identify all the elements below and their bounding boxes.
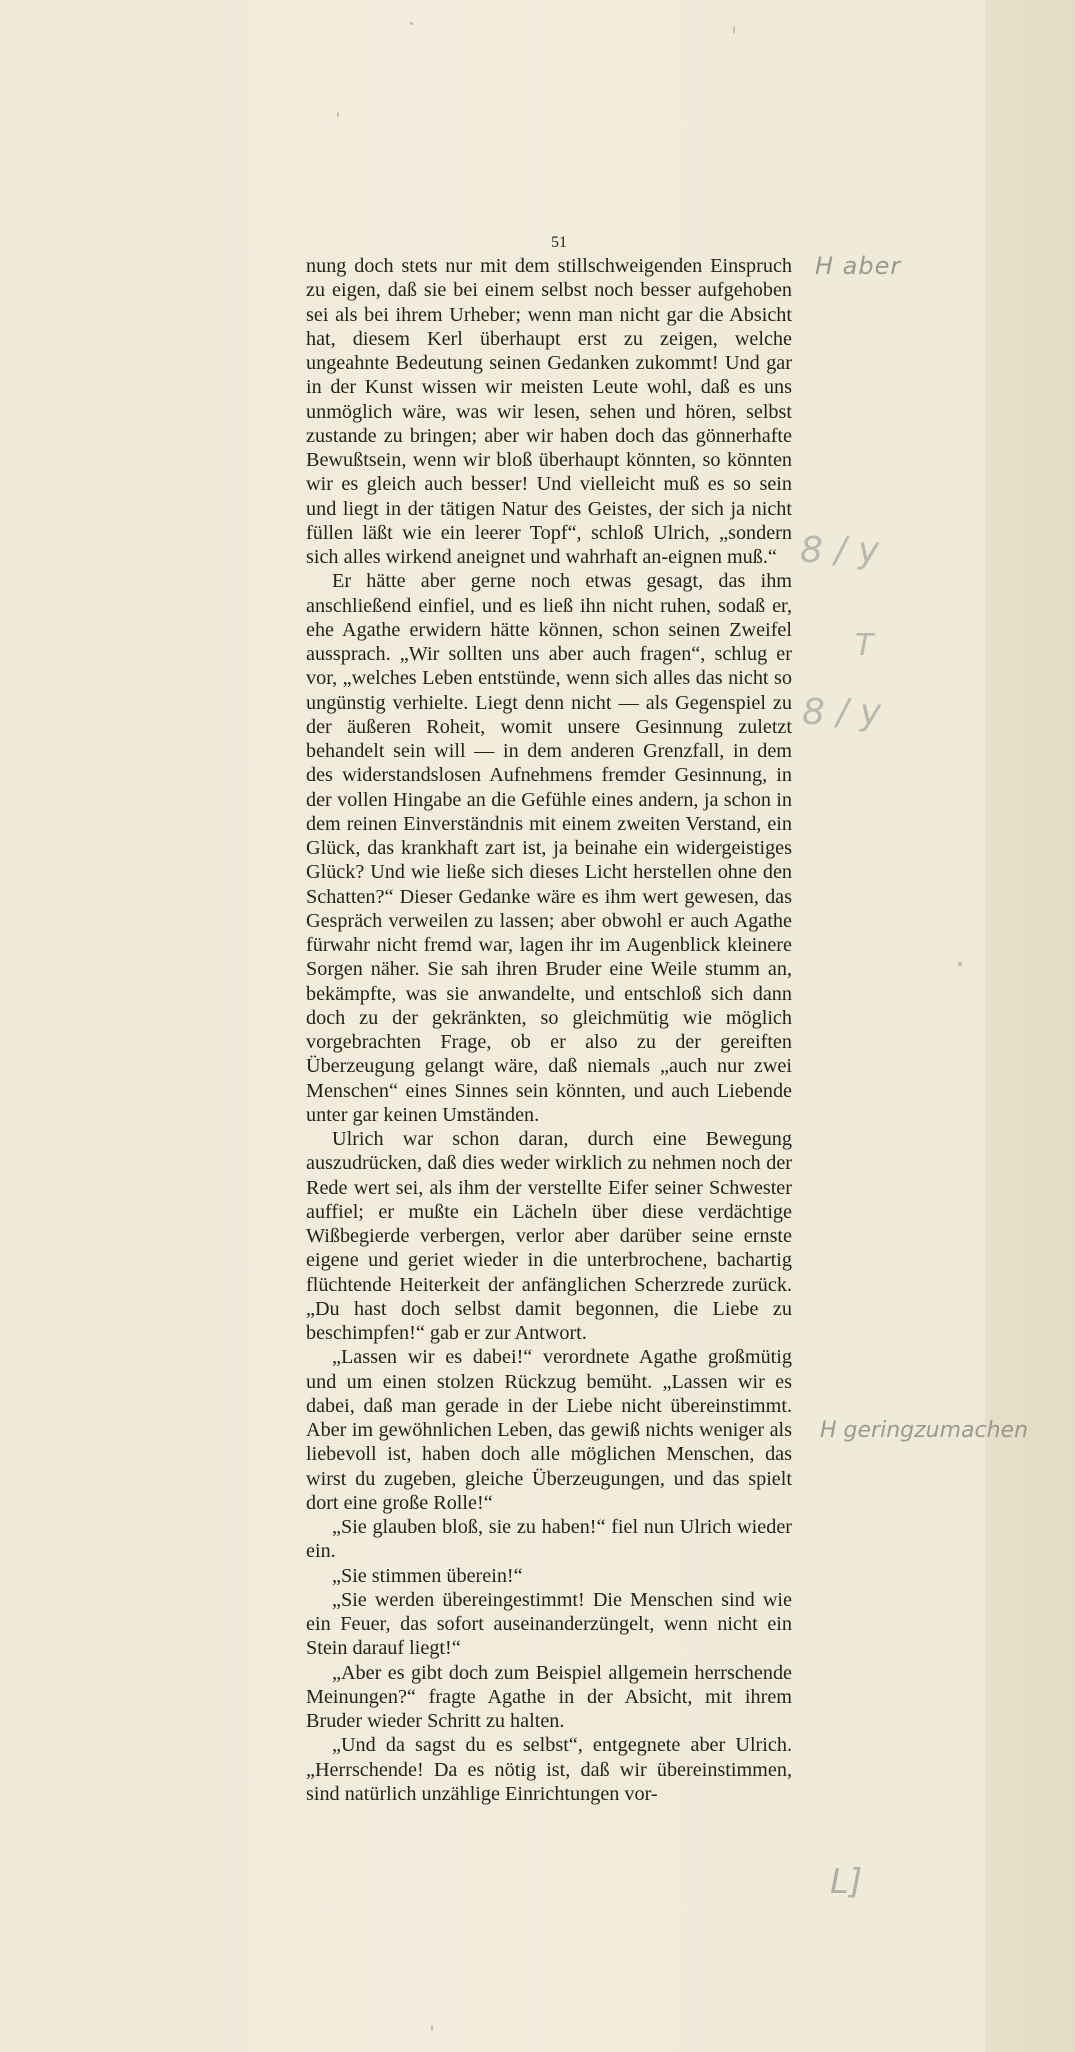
paragraph: „Lassen wir es dabei!“ verordnete Agathe großmütig und um einen stolzen Rückzug bemüht. „Lassen wir es dabei, daß man gerade in der Liebe nicht übereinstimmt. Aber im gewöhnlichen Leben, das gewiß nichts weniger als liebevoll ist, haben doch alle möglichen Menschen, das wirst du zugeben, gleiche Überzeugungen, und das spielt dort eine große Rolle!“ [306, 1346, 792, 1514]
paragraph: „Sie stimmen überein!“ [332, 1564, 523, 1587]
paragraph: Ulrich war schon daran, durch eine Bewegung auszudrücken, daß dies weder wirklich zu nehmen noch der Rede wert sei, als ihm der verstellte Eifer seiner Schwester auffiel; er mußte ein Lächeln über diese verdächtige Wißbegierde verbergen, verlor aber darüber seine ernste eigene und geriet wieder in die unterbrochene, bachartig flüchtende Heiterkeit der anfänglichen Scherzrede zurück. „Du hast doch selbst damit begonnen, die Liebe zu beschimpfen!“ gab er zur Antwort. [306, 1128, 792, 1344]
page-edge [985, 0, 1075, 2052]
paragraph: nung doch stets nur mit dem stillschweigenden Einspruch zu eigen, daß sie bei einem selbst noch besser aufgehoben sei als bei ihrem Urheber; wenn man nicht gar die Absicht hat, diesem Kerl überhaupt erst zu zeigen, welche ungeahnte Bedeutung seinen Gedanken zukommt! Und gar in der Kunst wissen wir meisten Leute wohl, daß es uns unmöglich wäre, was wir lesen, sehen und hören, selbst zustande zu bringen; aber wir haben doch das gönnerhafte Bewußtsein, wenn wir bloß überhaupt könnten, so könnten wir es gleich auch besser! Und vielleicht muß es so sein und liegt in der tätigen Natur des Geistes, der sich ja nicht füllen läßt wie ein leerer Topf“, schloß Ulrich, „sondern sich alles wirkend aneignet und wahrhaft an-eignen muß.“ [306, 255, 792, 568]
paragraph: „Aber es gibt doch zum Beispiel allgemein herrschende Meinungen?“ fragte Agathe in der Absicht, mit ihrem Bruder wieder Schritt zu halten. [306, 1661, 792, 1732]
margin-note-geringzumachen: H geringzumachen [820, 1418, 1029, 1443]
page-number: 51 [551, 234, 567, 251]
paper-speck [410, 22, 413, 25]
paper-speck [337, 112, 339, 117]
paragraph: „Und da sagst du es selbst“, entgegnete aber Ulrich. „Herrschende! Da es nötig ist, daß wir übereinstimmen, sind natürlich unzählige Einrichtungen vor- [306, 1734, 792, 1805]
paper-speck [431, 2025, 433, 2031]
body-text [306, 254, 792, 1806]
margin-note-8y: 8 / y [802, 692, 882, 733]
margin-note-8y: 8 / y [800, 530, 880, 571]
paragraph: „Sie glauben bloß, sie zu haben!“ fiel nun Ulrich wieder ein. [306, 1516, 792, 1563]
paper-speck [733, 26, 735, 34]
paper-speck [958, 962, 962, 966]
margin-note-bracket: L] [830, 1862, 863, 1902]
margin-note-haber: H aber [815, 252, 902, 280]
paragraph: „Sie werden übereingestimmt! Die Menschen sind wie ein Feuer, das sofort auseinanderzüngelt, wenn nicht ein Stein darauf liegt!“ [306, 1588, 792, 1660]
paragraph: Er hätte aber gerne noch etwas gesagt, das ihm anschließend einfiel, und es ließ ihn nicht ruhen, sodaß er, ehe Agathe erwidern hätte können, schon seinen Zweifel aussprach. „Wir sollten uns aber auch fragen“, schlug er vor, „welches Leben entstünde, wenn sich alles das nicht so ungünstig verhielte. Liegt denn nicht — als Gegenspiel zu der äußeren Roheit, womit unsere Gesinnung zuletzt behandelt sein will — in dem anderen Grenzfall, in dem des widerstandslosen Aufnehmens fremder Gesinnung, in der vollen Hingabe an die Gefühle eines andern, ja schon in dem reinen Einverständnis mit einem zweiten Verstand, ein Glück, das krankhaft zart ist, ja beinahe ein widergeistiges Glück? Und wie ließe sich dieses Licht herstellen ohne den Schatten?“ Dieser Gedanke wäre es ihm wert gewesen, das Gespräch verweilen zu lassen; aber obwohl er auch Agathe fürwahr nicht fremd war, lagen ihr im Augenblick kleinere Sorgen näher. Sie sah ihren Bruder eine Weile stumm an, bekämpfte, was sie anwandelte, und entschloß sich dann doch zu der gekränkten, so gleichmütig wie möglich vorgebrachten Frage, ob er also zu der gereiften Überzeugung gelangt wäre, daß niemals „auch nur zwei Menschen“ eines Sinnes sein könnten, und auch Liebende unter gar keinen Umständen. [306, 570, 792, 1126]
margin-note-t: T [855, 628, 874, 663]
